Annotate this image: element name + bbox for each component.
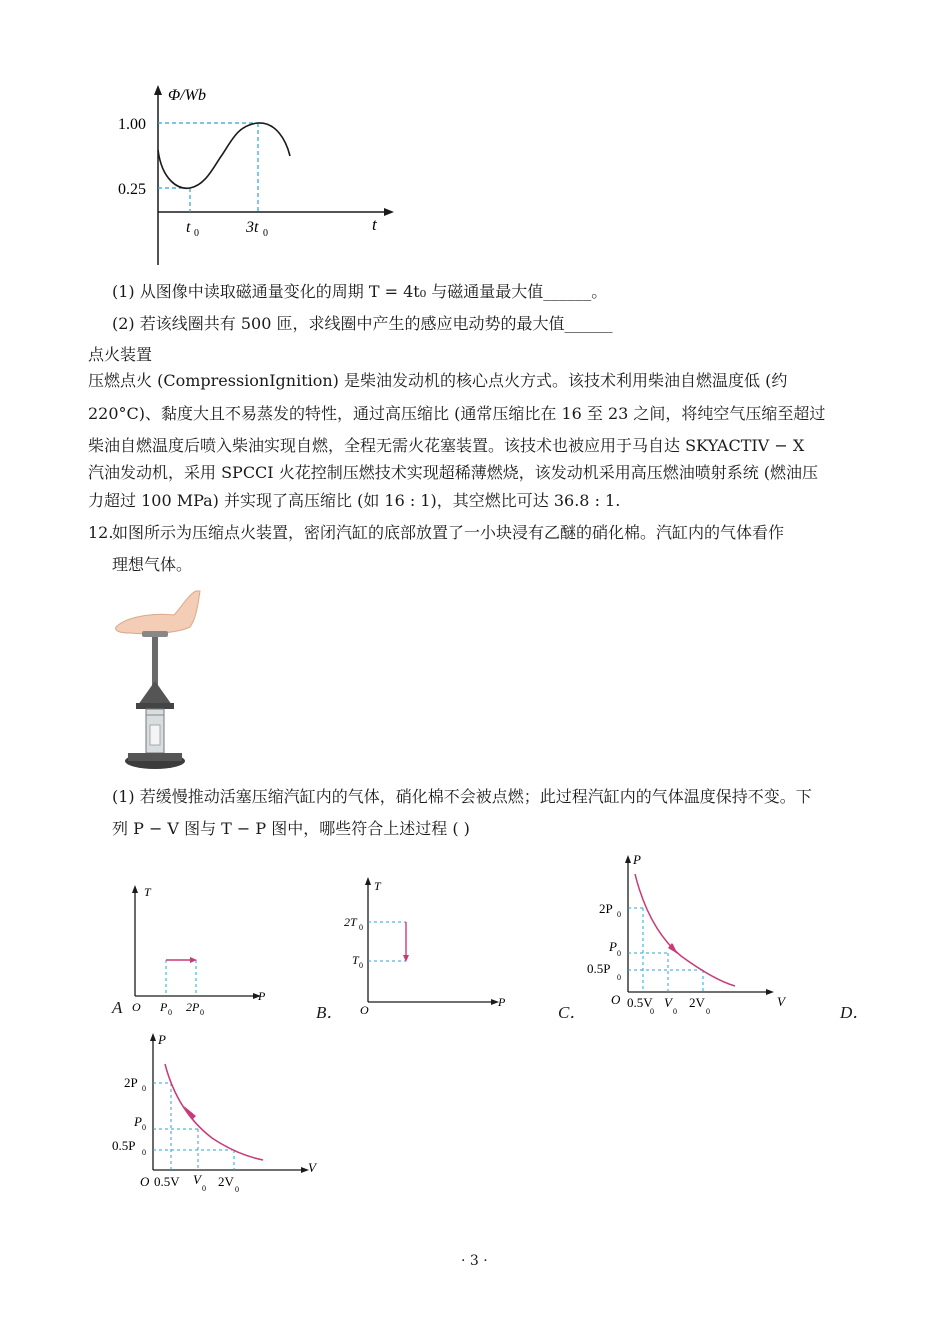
flux-tick-3t0-sub: 0 xyxy=(263,228,268,239)
section-line-2: 220°C)、黏度大且不易蒸发的特性，通过高压缩比 (通常压缩比在 16 至 23 之间，将纯空气压缩至超过 xyxy=(88,404,826,423)
option-a-tick2: 2P xyxy=(186,1000,200,1014)
flux-tick-high: 1.00 xyxy=(118,116,146,133)
option-b-tick-high: 2T xyxy=(344,915,357,929)
q11-part1: (1) 从图像中读取磁通量变化的周期 T = 4t₀ 与磁通量最大值______。 xyxy=(112,282,608,301)
option-d-graph[interactable] xyxy=(108,1026,323,1204)
q12-number: 12. xyxy=(88,523,114,542)
section-line-3: 柴油自燃温度后喷入柴油实现自燃，全程无需火花塞装置。该技术也被应用于马自达 SKYACTIV − X xyxy=(88,436,805,455)
option-b-y-axis: T xyxy=(374,879,381,893)
option-c-p05-sub: 0 xyxy=(617,973,621,982)
option-b-tick-low-sub: 0 xyxy=(359,961,363,970)
option-c-v2-sub: 0 xyxy=(706,1007,710,1016)
page-number: · 3 · xyxy=(461,1253,488,1269)
option-d-p2-sub: 0 xyxy=(142,1084,146,1093)
option-a-x-axis: P xyxy=(258,989,266,1003)
option-d-v1: V xyxy=(193,1172,201,1187)
option-c-v1-sub: 0 xyxy=(673,1007,677,1016)
option-a-tick2-sub: 0 xyxy=(200,1008,204,1017)
flux-y-label: Φ/Wb xyxy=(168,87,206,104)
section-line-4: 汽油发动机，采用 SPCCI 火花控制压燃技术实现超稀薄燃烧，该发动机采用高压燃油喷射系统 (燃油压 xyxy=(88,463,819,482)
option-d-letter[interactable]: D． xyxy=(840,1003,870,1022)
option-c-p2-sub: 0 xyxy=(617,910,621,919)
option-d-p05-sub: 0 xyxy=(142,1148,146,1157)
option-a-tick1-sub: 0 xyxy=(168,1008,172,1017)
compression-apparatus-illustration xyxy=(108,585,218,775)
option-c-p2: 2P xyxy=(599,901,613,916)
option-d-v05: 0.5V xyxy=(154,1174,180,1189)
option-a-graph[interactable] xyxy=(128,882,278,1022)
option-d-v2: 2V xyxy=(218,1174,234,1189)
flux-graph xyxy=(110,80,410,270)
option-d-p2: 2P xyxy=(124,1075,138,1090)
flux-tick-3t0: 3t xyxy=(246,219,259,236)
section-heading: 点火装置 xyxy=(88,345,153,364)
q12-part1-line2: 列 P − V 图与 T − P 图中，哪些符合上述过程 ( ) xyxy=(112,819,470,838)
option-c-v05-sub: 0 xyxy=(650,1007,654,1016)
option-a-letter[interactable]: A xyxy=(112,998,123,1017)
option-c-v2: 2V xyxy=(689,995,705,1010)
option-c-p1-sub: 0 xyxy=(617,949,621,958)
option-c-origin: O xyxy=(611,992,621,1007)
option-c-v05: 0.5V xyxy=(627,995,653,1010)
option-d-v2-sub: 0 xyxy=(235,1185,239,1194)
flux-x-label: t xyxy=(372,215,377,234)
option-b-tick-low: T xyxy=(352,953,359,967)
option-b-origin: O xyxy=(360,1003,369,1017)
option-d-p1-sub: 0 xyxy=(142,1123,146,1132)
q12-stem-line2: 理想气体。 xyxy=(112,555,193,574)
option-a-origin: O xyxy=(132,1000,141,1014)
option-b-graph[interactable] xyxy=(340,872,520,1022)
section-line-1: 压燃点火 (CompressionIgnition) 是柴油发动机的核心点火方式。该技术利用柴油自燃温度低 (约 xyxy=(88,371,788,390)
option-d-p05: 0.5P xyxy=(112,1138,136,1153)
option-c-p1: P xyxy=(609,939,617,954)
option-d-p1: P xyxy=(134,1114,142,1129)
flux-tick-low: 0.25 xyxy=(118,181,146,198)
option-c-y-axis: P xyxy=(633,852,641,867)
option-a-y-axis: T xyxy=(144,885,151,899)
option-c-graph[interactable] xyxy=(585,846,795,1018)
q11-part2: (2) 若该线圈共有 500 匝，求线圈中产生的感应电动势的最大值______ xyxy=(112,314,613,333)
option-c-letter[interactable]: C． xyxy=(558,1003,587,1022)
option-d-x-axis: V xyxy=(308,1160,316,1175)
option-b-tick-high-sub: 0 xyxy=(359,923,363,932)
q12-part1-line1: (1) 若缓慢推动活塞压缩汽缸内的气体，硝化棉不会被点燃；此过程汽缸内的气体温度保持不变。下 xyxy=(112,787,812,806)
option-d-y-axis: P xyxy=(158,1032,166,1047)
section-line-5: 力超过 100 MPa) 并实现了高压缩比 (如 16 : 1)，其空燃比可达 36.8 : 1. xyxy=(88,491,621,510)
option-d-v1-sub: 0 xyxy=(202,1184,206,1193)
q12-stem-line1: 如图所示为压缩点火装置，密闭汽缸的底部放置了一小块浸有乙醚的硝化棉。汽缸内的气体看作 xyxy=(112,523,785,542)
option-c-x-axis: V xyxy=(777,994,785,1009)
option-b-letter[interactable]: B． xyxy=(316,1003,344,1022)
option-a-tick1: P xyxy=(160,1000,168,1014)
option-c-v1: V xyxy=(664,995,672,1010)
option-d-origin: O xyxy=(140,1174,150,1189)
flux-tick-t0: t xyxy=(186,219,191,236)
option-b-x-axis: P xyxy=(498,995,506,1009)
option-c-p05: 0.5P xyxy=(587,961,611,976)
flux-tick-t0-sub: 0 xyxy=(194,228,199,239)
